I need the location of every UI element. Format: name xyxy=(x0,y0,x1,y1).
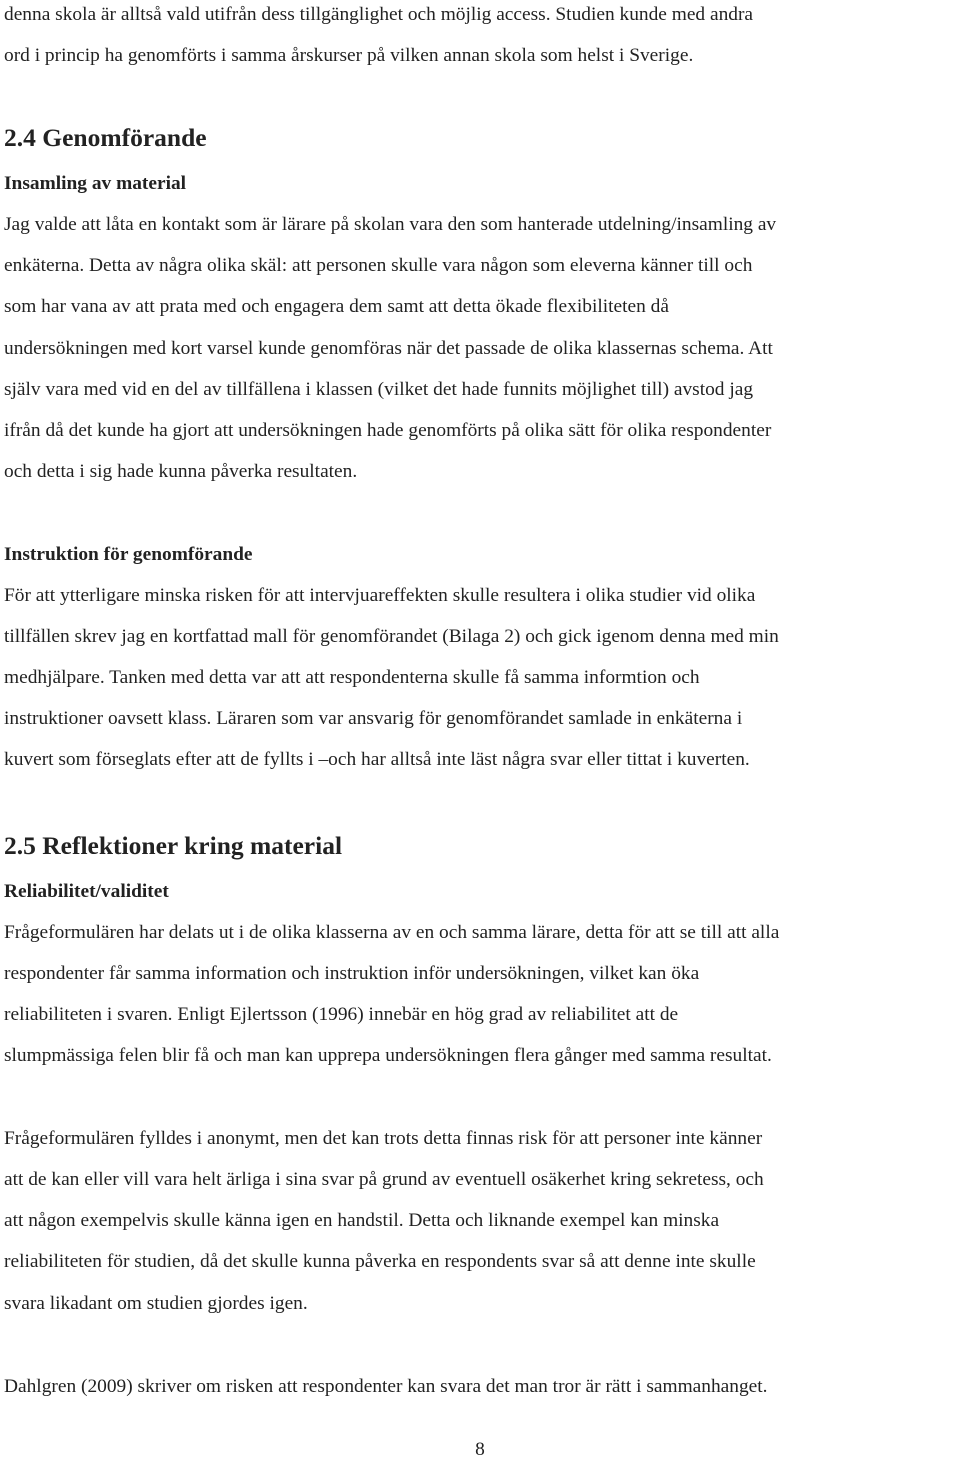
text-line: och detta i sig hade kunna påverka resultaten. xyxy=(4,461,358,482)
text-line: denna skola är alltså vald utifrån dess tillgänglighet och möjlig access. Studien kunde med andra xyxy=(4,4,754,25)
text-line: själv vara med vid en del av tillfällena i klassen (vilket det hade funnits möjlighet till) avstod jag xyxy=(4,379,754,400)
text-line: att någon exempelvis skulle känna igen en handstil. Detta och liknande exempel kan minska xyxy=(4,1210,720,1231)
text-line: Dahlgren (2009) skriver om risken att respondenter kan svara det man tror är rätt i sammanhanget. xyxy=(4,1376,768,1397)
text-line: att de kan eller vill vara helt ärliga i sina svar på grund av eventuell osäkerhet kring sekretess, och xyxy=(4,1169,764,1190)
text-line: För att ytterligare minska risken för att intervjuareffekten skulle resultera i olika studier vid olika xyxy=(4,585,756,606)
section-heading-2-4: 2.4 Genomförande xyxy=(4,123,207,152)
text-line: instruktioner oavsett klass. Läraren som var ansvarig för genomförandet samlade in enkäterna i xyxy=(4,708,743,729)
text-line: reliabiliteten i svaren. Enligt Ejlertsson (1996) innebär en hög grad av reliabilitet att de xyxy=(4,1004,679,1025)
text-line: slumpmässiga felen blir få och man kan upprepa undersökningen flera gånger med samma resultat. xyxy=(4,1045,772,1066)
text-line: ord i princip ha genomförts i samma årskurser på vilken annan skola som helst i Sverige. xyxy=(4,45,694,66)
text-line: Frågeformulären har delats ut i de olika klasserna av en och samma lärare, detta för att se till att alla xyxy=(4,922,780,943)
subheading-instruktion: Instruktion för genomförande xyxy=(4,544,253,565)
text-line: respondenter får samma information och instruktion inför undersökningen, vilket kan öka xyxy=(4,963,700,984)
text-line: reliabiliteten för studien, då det skulle kunna påverka en respondents svar så att denne inte skulle xyxy=(4,1251,756,1272)
text-line: medhjälpare. Tanken med detta var att att respondenterna skulle få samma informtion och xyxy=(4,667,700,688)
text-line: enkäterna. Detta av några olika skäl: att personen skulle vara någon som eleverna känner till och xyxy=(4,255,753,276)
text-line: tillfällen skrev jag en kortfattad mall för genomförandet (Bilaga 2) och gick igenom denna med min xyxy=(4,626,779,647)
subheading-reliabilitet: Reliabilitet/validitet xyxy=(4,881,169,902)
page-number: 8 xyxy=(475,1439,485,1460)
text-line: Frågeformulären fylldes i anonymt, men det kan trots detta finnas risk för att personer inte känner xyxy=(4,1128,763,1149)
text-line: svara likadant om studien gjordes igen. xyxy=(4,1293,308,1314)
text-line: kuvert som förseglats efter att de fyllts i –och har alltså inte läst några svar eller tittat i kuverten. xyxy=(4,749,750,770)
text-line: ifrån då det kunde ha gjort att undersökningen hade genomförts på olika sätt för olika respondenter xyxy=(4,420,772,441)
text-line: undersökningen med kort varsel kunde genomföras när det passade de olika klassernas schema. Att xyxy=(4,338,773,359)
section-heading-2-5: 2.5 Reflektioner kring material xyxy=(4,831,343,860)
text-line: Jag valde att låta en kontakt som är lärare på skolan vara den som hanterade utdelning/insamling av xyxy=(4,214,777,235)
subheading-insamling: Insamling av material xyxy=(4,173,187,194)
text-line: som har vana av att prata med och engagera dem samt att detta ökade flexibiliteten då xyxy=(4,296,669,317)
